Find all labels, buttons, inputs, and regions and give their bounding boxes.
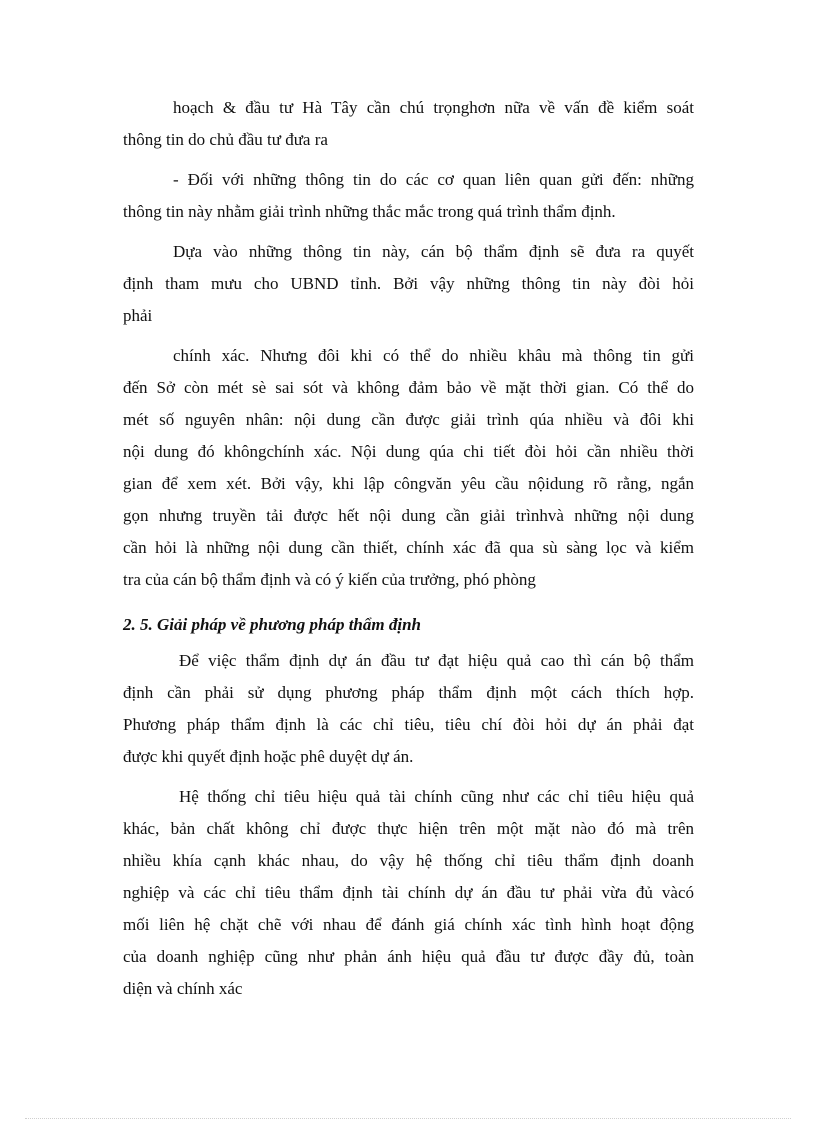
paragraph-line: mét số nguyên nhân: nội dung cần được giải trình qúa nhiều và đôi khi	[123, 410, 694, 429]
paragraph-line: của doanh nghiệp cũng như phản ánh hiệu quả đầu tư được đầy đủ, toàn	[123, 947, 694, 966]
paragraph-line: tra của cán bộ thẩm định và có ý kiến của trưởng, phó phòng	[123, 570, 536, 589]
paragraph-line: Dựa vào những thông tin này, cán bộ thẩm định sẽ đưa ra quyết	[173, 242, 694, 261]
paragraph-line: hoạch & đầu tư Hà Tây cần chú trọnghơn nữa về vấn đề kiểm soát	[173, 98, 694, 117]
paragraph-line: định tham mưu cho UBND tỉnh. Bởi vậy những thông tin này đòi hỏi	[123, 274, 694, 293]
paragraph-line: Để việc thẩm định dự án đầu tư đạt hiệu quả cao thì cán bộ thẩm	[179, 651, 694, 670]
section-heading: 2. 5. Giải pháp về phương pháp thẩm định	[123, 615, 421, 634]
paragraph-line: Phương pháp thẩm định là các chỉ tiêu, tiêu chí đòi hỏi dự án phải đạt	[123, 715, 694, 734]
paragraph-line: phải	[123, 306, 153, 325]
page-bottom-divider	[25, 1118, 791, 1119]
paragraph-line: chính xác. Nhưng đôi khi có thể do nhiều khâu mà thông tin gửi	[173, 346, 694, 365]
document-page	[123, 92, 694, 1005]
paragraph-line: diện và chính xác	[123, 979, 243, 998]
paragraph-line: định cần phải sử dụng phương pháp thẩm định một cách thích hợp.	[123, 683, 694, 702]
paragraph-line: nghiệp và các chỉ tiêu thẩm định tài chính dự án đầu tư phải vừa đủ vàcó	[123, 883, 694, 902]
paragraph-line: - Đối với những thông tin do các cơ quan liên quan gửi đến: những	[173, 170, 694, 189]
paragraph-line: Hệ thống chỉ tiêu hiệu quả tài chính cũng như các chỉ tiêu hiệu quả	[179, 787, 694, 806]
paragraph-line: thông tin này nhằm giải trình những thắc mắc trong quá trình thẩm định.	[123, 202, 616, 221]
paragraph-line: nội dung đó khôngchính xác. Nội dung qúa chi tiết đòi hỏi cần nhiều thời	[123, 442, 694, 461]
paragraph-line: đến Sở còn mét sè sai sót và không đảm bảo về mặt thời gian. Có thể do	[123, 378, 694, 397]
paragraph-line: thông tin do chủ đầu tư đưa ra	[123, 130, 328, 149]
paragraph-line: mối liên hệ chặt chẽ với nhau để đánh giá chính xác tình hình hoạt động	[123, 915, 694, 934]
paragraph-line: khác, bản chất không chỉ được thực hiện trên một mặt nào đó mà trên	[123, 819, 694, 838]
paragraph-line: nhiều khía cạnh khác nhau, do vậy hệ thống chỉ tiêu thẩm định doanh	[123, 851, 694, 870]
paragraph-line: gian để xem xét. Bởi vậy, khi lập côngvăn yêu cầu nộidung rõ rằng, ngắn	[123, 474, 694, 493]
paragraph-line: gọn nhưng truyền tải được hết nội dung cần giải trìnhvà những nội dung	[123, 506, 694, 525]
paragraph-line: cần hỏi là những nội dung cần thiết, chính xác đã qua sù sàng lọc và kiểm	[123, 538, 694, 557]
paragraph-line: được khi quyết định hoặc phê duyệt dự án.	[123, 747, 414, 766]
